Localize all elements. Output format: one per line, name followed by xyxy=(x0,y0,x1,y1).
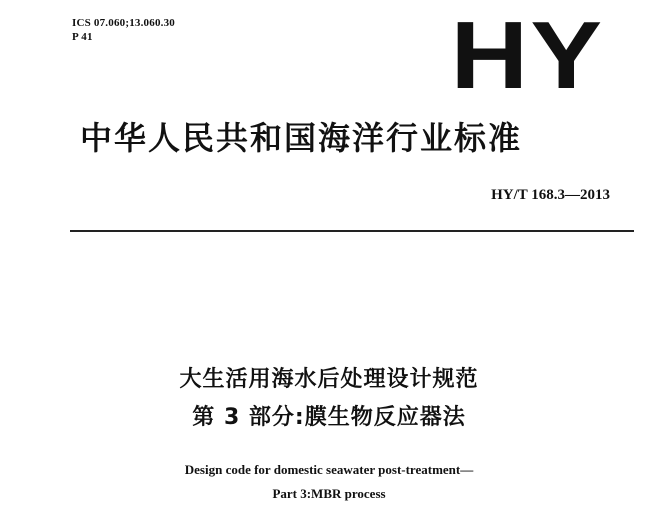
ccs-code: P 41 xyxy=(72,31,93,43)
hy-logo: HY xyxy=(450,2,604,109)
document-title-cn-line2: 第 3 部分:膜生物反应器法 xyxy=(192,405,466,430)
classification-codes xyxy=(72,16,175,44)
ics-code: ICS 07.060;13.060.30 xyxy=(72,17,176,29)
header-divider xyxy=(70,230,634,232)
organization-title: 中华人民共和国海洋行业标准 xyxy=(80,119,523,157)
document-title-en-line2: Part 3:MBR process xyxy=(272,486,386,501)
document-title-en-line1: Design code for domestic seawater post-treatment— xyxy=(184,462,474,477)
document-title-cn-line1: 大生活用海水后处理设计规范 xyxy=(179,367,479,392)
standard-number: HY/T 168.3—2013 xyxy=(491,187,610,203)
